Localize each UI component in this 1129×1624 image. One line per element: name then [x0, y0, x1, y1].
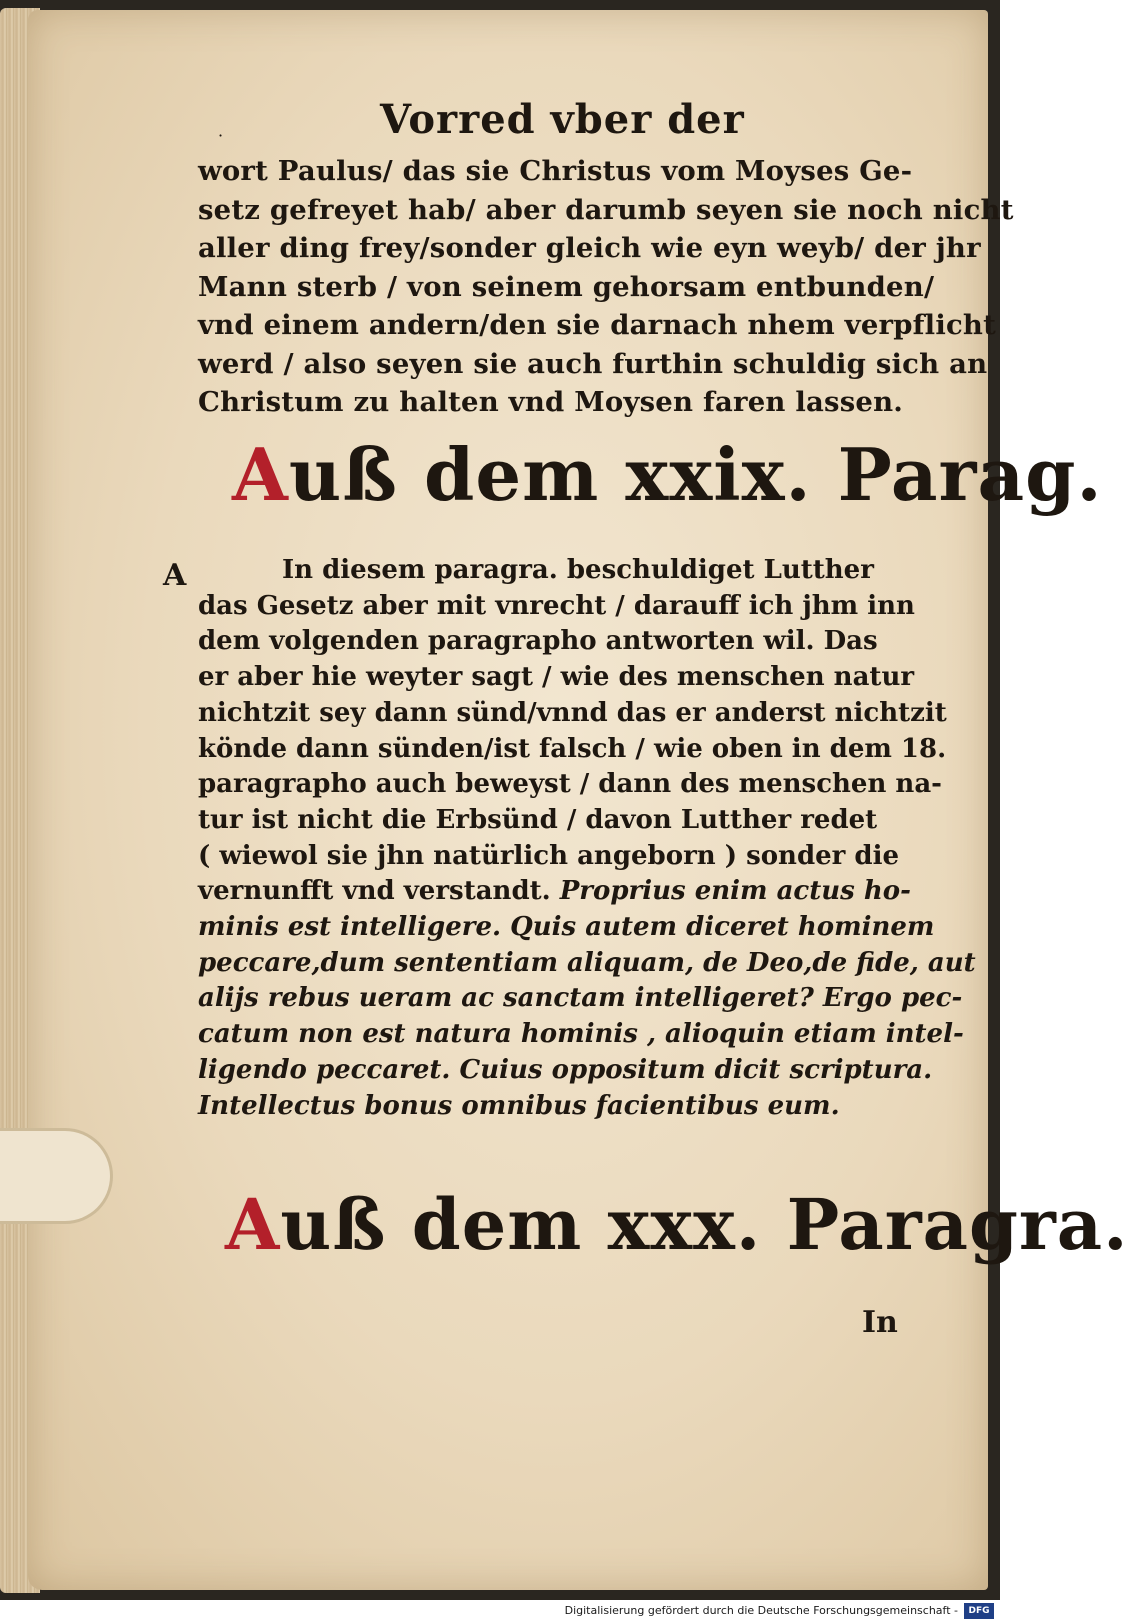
- page-tab-marker: [0, 1128, 113, 1224]
- text-line: Mann sterb / von seinem gehorsam entbunden/: [198, 270, 935, 303]
- latin-line: minis est intelligere. Quis autem diceret hominem: [198, 912, 935, 943]
- text-line: könde dann sünden/ist falsch / wie oben in dem 18.: [198, 733, 947, 764]
- text-line: dem volgenden paragrapho antworten wil. Das: [198, 626, 878, 657]
- heading-text: uß dem xxx. Paragra.: [280, 1183, 1129, 1266]
- latin-line: peccare,dum sententiam aliquam, de Deo,de fide, aut: [198, 947, 976, 978]
- digitisation-footer: [0, 1600, 1000, 1624]
- text-line: das Gesetz aber mit vnrecht / darauff ich jhm inn: [198, 590, 915, 621]
- margin-mark: A: [163, 558, 187, 593]
- latin-line: Intellectus bonus omnibus facientibus eum.: [198, 1090, 840, 1121]
- catchword: In: [862, 1305, 898, 1340]
- german-text: vernunfft vnd verstandt.: [198, 876, 551, 907]
- section-heading-29: [232, 430, 1103, 520]
- text-line: Christum zu halten vnd Moysen faren lassen.: [198, 386, 904, 418]
- heading-text: uß dem xxix. Parag.: [288, 432, 1103, 517]
- text-line: aller ding frey/sonder gleich wie eyn weyb/ der jhr: [198, 232, 981, 264]
- heading-initial: A: [225, 1183, 281, 1266]
- head-dot-mark: ·: [218, 126, 224, 145]
- running-head: Vorred vber der: [380, 96, 745, 143]
- text-line: wort Paulus/ das sie Christus vom Moyses Ge-: [198, 155, 913, 187]
- text-line: paragrapho auch beweyst / dann des menschen na-: [198, 769, 942, 800]
- latin-line: catum non est natura hominis , alioquin etiam intel-: [198, 1019, 964, 1050]
- footer-credit: Digitalisierung gefördert durch die Deutsche Forschungsgemeinschaft -: [564, 1604, 958, 1617]
- text-line: tur ist nicht die Erbsünd / davon Lutther redet: [198, 804, 878, 835]
- text-line: setz gefreyet hab/ aber darumb seyen sie noch nicht: [198, 193, 1014, 226]
- section-heading-30: [225, 1180, 1129, 1270]
- latin-text: Proprius enim actus ho-: [550, 876, 911, 907]
- text-line-mixed: [198, 874, 918, 910]
- dfg-logo: DFG: [964, 1603, 994, 1619]
- heading-initial: A: [232, 432, 289, 517]
- latin-line: ligendo peccaret. Cuius oppositum dicit scriptura.: [198, 1054, 933, 1085]
- text-line: nichtzit sey dann sünd/vnnd das er anderst nichtzit: [198, 697, 947, 728]
- paragraph-1: [198, 152, 1014, 422]
- text-line: In diesem paragra. beschuldiget Lutther: [282, 555, 874, 585]
- text-line: werd / also seyen sie auch furthin schuldig sich an: [198, 347, 988, 380]
- paragraph-2: [198, 553, 976, 1124]
- text-line: vnd einem andern/den sie darnach nhem verpflicht: [198, 309, 997, 341]
- text-line: ( wiewol sie jhn natürlich angeborn ) sonder die: [198, 840, 900, 871]
- latin-line: alijs rebus ueram ac sanctam intelligeret? Ergo pec-: [198, 983, 963, 1014]
- text-line: er aber hie weyter sagt / wie des menschen natur: [198, 662, 915, 693]
